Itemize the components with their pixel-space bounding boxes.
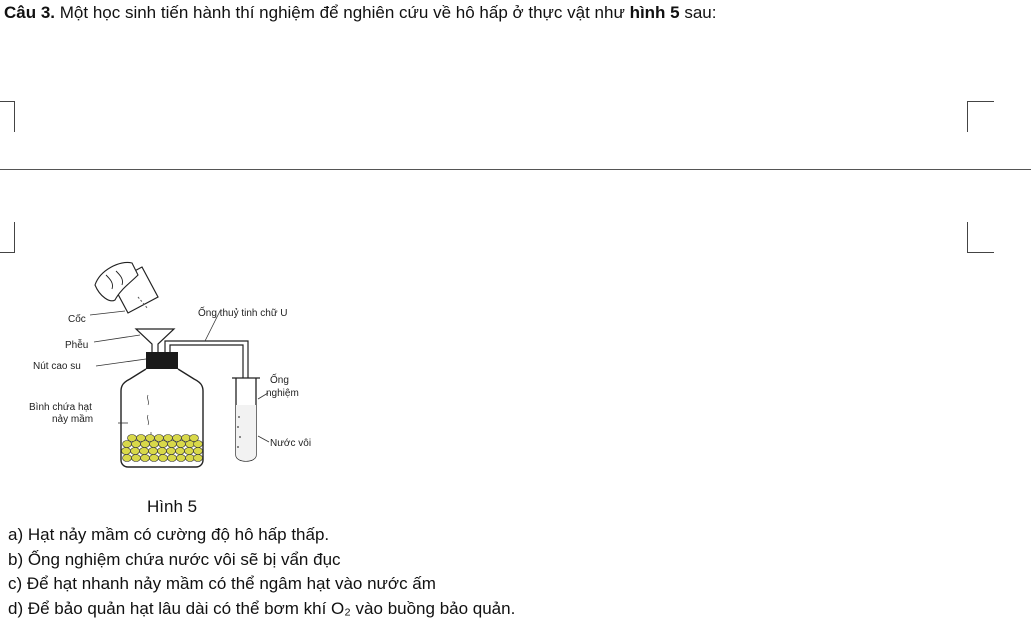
option-c: c) Để hạt nhanh nảy mầm có thể ngâm hạt vào nước ấm	[8, 574, 436, 593]
divider-line	[0, 169, 1031, 170]
label-binh-line2: nảy mầm	[52, 414, 94, 425]
crop-mark-top-right	[967, 101, 994, 132]
option-d: d) Để bảo quản hạt lâu dài có thể bơm khí O₂ vào buồng bảo quản.	[8, 598, 516, 618]
question-text-end: sau:	[679, 3, 717, 22]
figure-caption: Hình 5	[147, 497, 198, 516]
experiment-diagram	[20, 245, 340, 475]
figure-reference: hình 5	[629, 3, 680, 22]
label-pheu: Phễu	[65, 340, 89, 351]
option-a: a) Hạt nảy mầm có cường độ hô hấp thấp.	[8, 525, 330, 544]
label-ong-line1: Ống	[270, 375, 289, 386]
answer-options	[8, 523, 515, 621]
label-ong-line2: nghiệm	[266, 388, 299, 399]
label-nut-cao-su: Nút cao su	[33, 361, 81, 372]
experiment-figure	[20, 245, 340, 475]
question-text: Một học sinh tiến hành thí nghiệm để nghiên cứu về hô hấp ở thực vật như	[55, 3, 630, 22]
label-coc: Cốc	[68, 314, 86, 325]
crop-mark-top-left	[0, 101, 15, 132]
rubber-stopper	[146, 352, 178, 369]
cup-with-hand-illustration	[95, 262, 158, 313]
germinating-seeds	[122, 435, 203, 462]
label-ong-u: Ống thuỷ tinh chữ U	[198, 308, 288, 319]
crop-mark-bottom-right	[967, 222, 994, 253]
label-binh-line1: Bình chứa hạt	[29, 402, 92, 413]
crop-mark-bottom-left	[0, 222, 15, 253]
option-b: b) Ống nghiệm chứa nước vôi sẽ bị vẩn đục	[8, 549, 341, 569]
question-title	[4, 3, 716, 23]
question-number: Câu 3.	[4, 3, 56, 22]
label-nuoc-voi: Nước vôi	[270, 438, 312, 449]
